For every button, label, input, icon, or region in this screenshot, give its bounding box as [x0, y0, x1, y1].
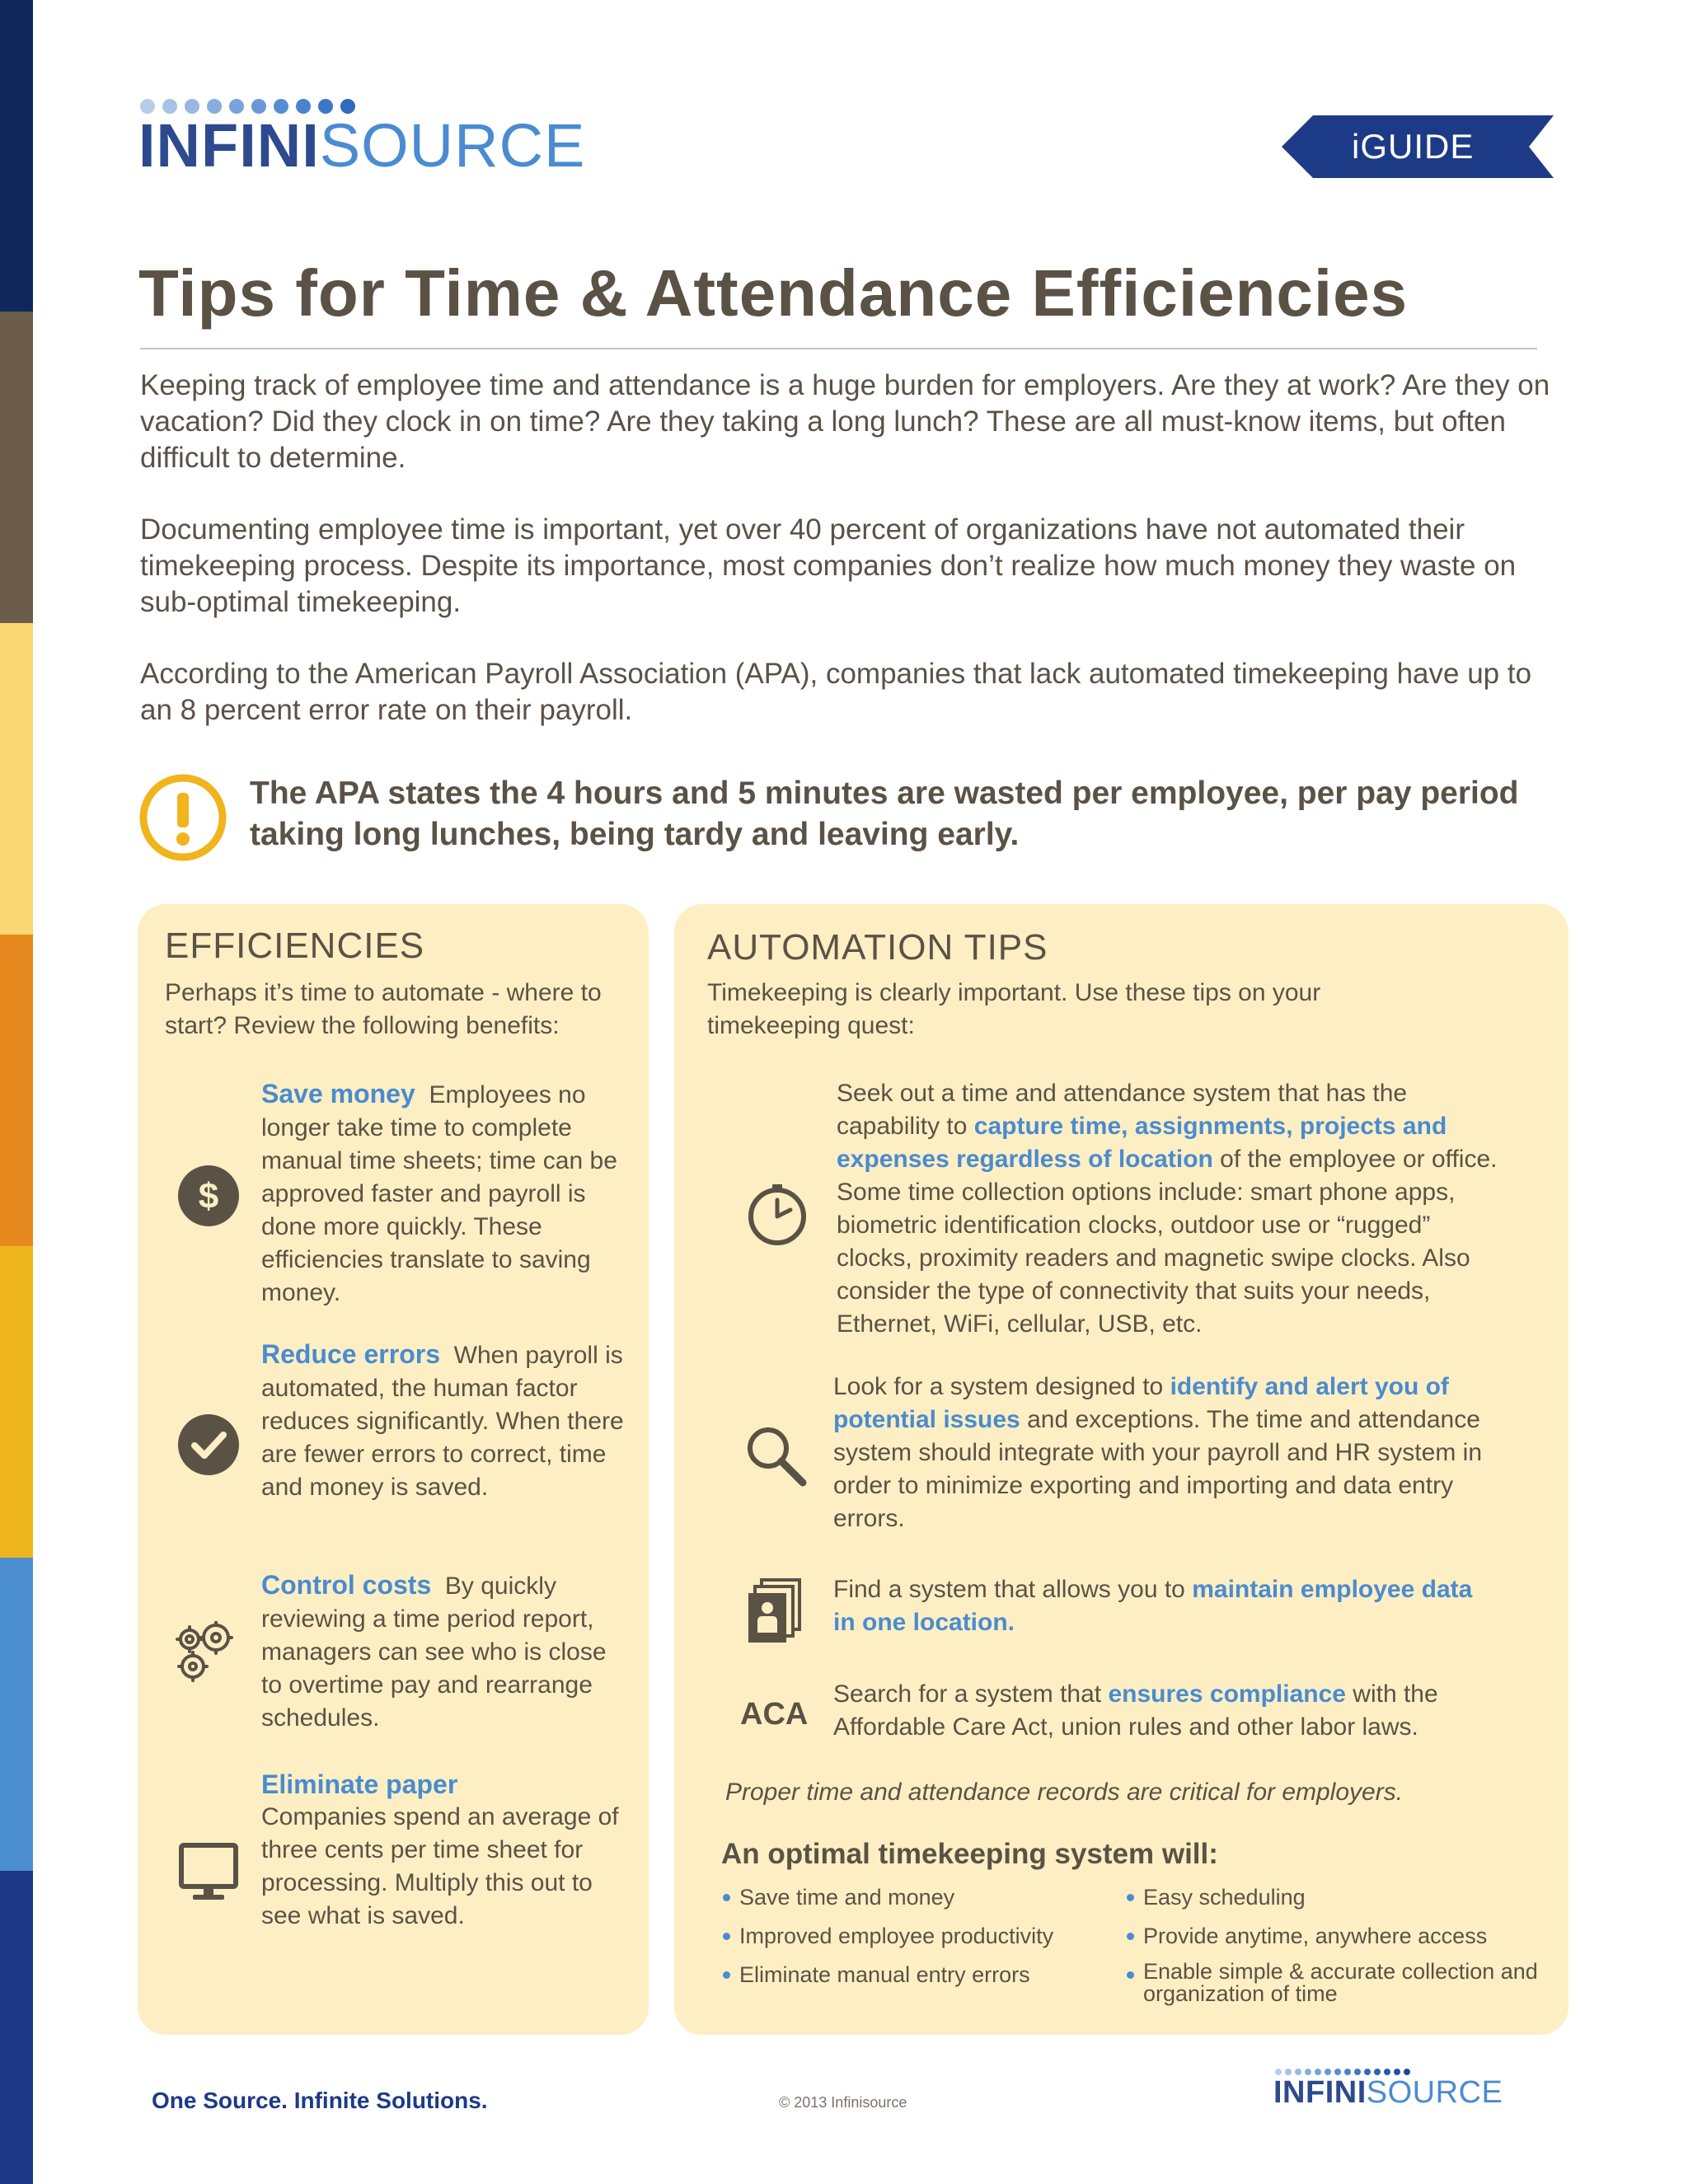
tip-compliance: [833, 1678, 1501, 1744]
tip-text-before: Find a system that allows you to: [833, 1576, 1193, 1603]
optimal-heading: An optimal timekeeping system will:: [721, 1838, 1218, 1870]
list-item: Eliminate manual entry errors: [723, 1961, 1110, 1989]
tip-maintain-data: [833, 1573, 1501, 1639]
footer-tagline: One Source. Infinite Solutions.: [152, 2088, 488, 2113]
magnifier-icon: [742, 1422, 808, 1492]
exclamation-icon: [138, 773, 227, 862]
automation-heading: AUTOMATION TIPS: [707, 927, 1048, 968]
benefit-title: Save money: [261, 1079, 415, 1108]
benefit-title: Eliminate paper: [261, 1769, 458, 1799]
decor-stripe-6: [0, 1558, 33, 1871]
benefit-text: Employees no longer take time to complete manual time sheets; time can be approved faster and payroll is done more quickly. These efficiencies translate to saving money.: [261, 1081, 617, 1306]
logo-text-infini: INFINI: [1273, 2075, 1367, 2110]
decor-stripe-5: [0, 1246, 33, 1558]
tip-capture-time: [837, 1077, 1512, 1341]
decor-stripe-2: [0, 312, 33, 623]
logo-text-source: SOURCE: [319, 111, 586, 180]
intro-paragraph-2: Documenting employee time is important, yet over 40 percent of organizations have not automated their timekeeping process. Despite its importance, most companies don’t realize how much money they waste on sub-optimal timekeeping.: [140, 513, 1517, 618]
tip-text-before: Search for a system that: [833, 1680, 1109, 1708]
dollar-icon: [176, 1164, 241, 1228]
tip-identify-alert: [833, 1371, 1501, 1535]
benefit-control-costs: [261, 1568, 624, 1735]
list-item: Provide anytime, anywhere access: [1127, 1922, 1547, 1950]
aca-icon: ACA: [740, 1697, 809, 1732]
gears-icon: [175, 1621, 239, 1685]
benefit-text: By quickly reviewing a time period report, managers can see who is close to overtime pay and rearrange schedules.: [261, 1572, 607, 1732]
monitor-icon: [176, 1840, 241, 1905]
decor-stripe-1: [0, 0, 33, 312]
tip-highlight: identify and alert you of potential issues: [833, 1373, 1449, 1433]
logo-dots: [1275, 2069, 1503, 2075]
intro-paragraph-3: According to the American Payroll Association (APA), companies that lack automated timekeeping have up to an 8 percent error rate on their payroll.: [140, 658, 1532, 726]
benefit-title: Reduce errors: [261, 1339, 440, 1369]
optimal-list-right: [1127, 1883, 1547, 2016]
benefit-save-money: [261, 1077, 624, 1310]
efficiencies-intro: Perhaps it’s time to automate - where to start? Review the following benefits:: [165, 979, 602, 1039]
benefit-text: Companies spend an average of three cents per time sheet for processing. Multiply this out to see what is saved.: [261, 1803, 619, 1929]
tip-text-after: and exceptions. The time and attendance system should integrate with your payroll and HR system in order to minimize exporting and importing and data entry errors.: [833, 1406, 1483, 1532]
iguide-badge: [1282, 115, 1554, 178]
clock-icon: [744, 1182, 810, 1252]
benefit-title: Control costs: [261, 1570, 432, 1600]
benefit-text: When payroll is automated, the human factor reduces significantly. When there are fewer errors to correct, time and money is saved.: [261, 1342, 624, 1501]
decor-stripe-7: [0, 1871, 33, 2184]
tip-text-before: Look for a system designed to: [833, 1373, 1170, 1400]
iguide-label: iGUIDE: [1352, 127, 1475, 166]
tip-highlight: ensures compliance: [1108, 1680, 1346, 1708]
optimal-list-left: [723, 1883, 1110, 1999]
benefit-eliminate-paper: [261, 1768, 624, 1933]
list-item: Enable simple & accurate collection and organization of time: [1127, 1961, 1547, 2005]
logo-text-source: SOURCE: [1366, 2075, 1503, 2110]
tip-highlight: maintain employee data in one location.: [833, 1576, 1473, 1636]
svg-text:$: $: [198, 1176, 219, 1216]
list-item: Easy scheduling: [1127, 1883, 1547, 1911]
tip-text-after: with the Affordable Care Act, union rules and other labor laws.: [833, 1680, 1438, 1741]
brand-logo: [138, 99, 586, 180]
employee-file-icon: [747, 1578, 804, 1648]
title-divider: [140, 348, 1537, 349]
decor-stripe-4: [0, 935, 33, 1246]
intro-paragraph-1: Keeping track of employee time and attendance is a huge burden for employers. Are they at work? Are they on vacation? Did they clock in on time? Are they taking a long lunch? These are all must-know items, but often difficult to determine.: [140, 369, 1550, 474]
closing-statement: Proper time and attendance records are critical for employers.: [725, 1779, 1404, 1806]
page-title: Tips for Time & Attendance Efficiencies: [138, 256, 1409, 330]
logo-text-infini: INFINI: [138, 111, 320, 180]
checkmark-icon: [176, 1413, 241, 1477]
footer-copyright: © 2013 Infinisource: [779, 2094, 907, 2111]
efficiencies-heading: EFFICIENCIES: [165, 926, 425, 966]
benefit-reduce-errors: [261, 1338, 624, 1504]
tip-text-before: Seek out a time and attendance system that has the capability to: [837, 1080, 1408, 1140]
tip-highlight: capture time, assignments, projects and expenses regardless of location: [837, 1113, 1447, 1173]
alert-text: The APA states the 4 hours and 5 minutes are wasted per employee, per pay period taking long lunches, being tardy and leaving early.: [250, 776, 1519, 852]
list-item: Save time and money: [723, 1883, 1110, 1911]
footer-logo: [1273, 2069, 1503, 2108]
automation-intro: Timekeeping is clearly important. Use these tips on your timekeeping quest:: [707, 979, 1321, 1039]
decor-stripe-3: [0, 623, 33, 935]
tip-text-after: of the employee or office. Some time collection options include: smart phone apps, biometric identification clocks, outdoor use or “rugged” clocks, proximity readers and magnetic swipe clocks. Also consider the type of connectivity that suits your needs, Ethernet, WiFi, cellular, USB, etc.: [837, 1146, 1498, 1338]
efficiencies-panel: [138, 904, 649, 2035]
list-item: Improved employee productivity: [723, 1922, 1110, 1950]
